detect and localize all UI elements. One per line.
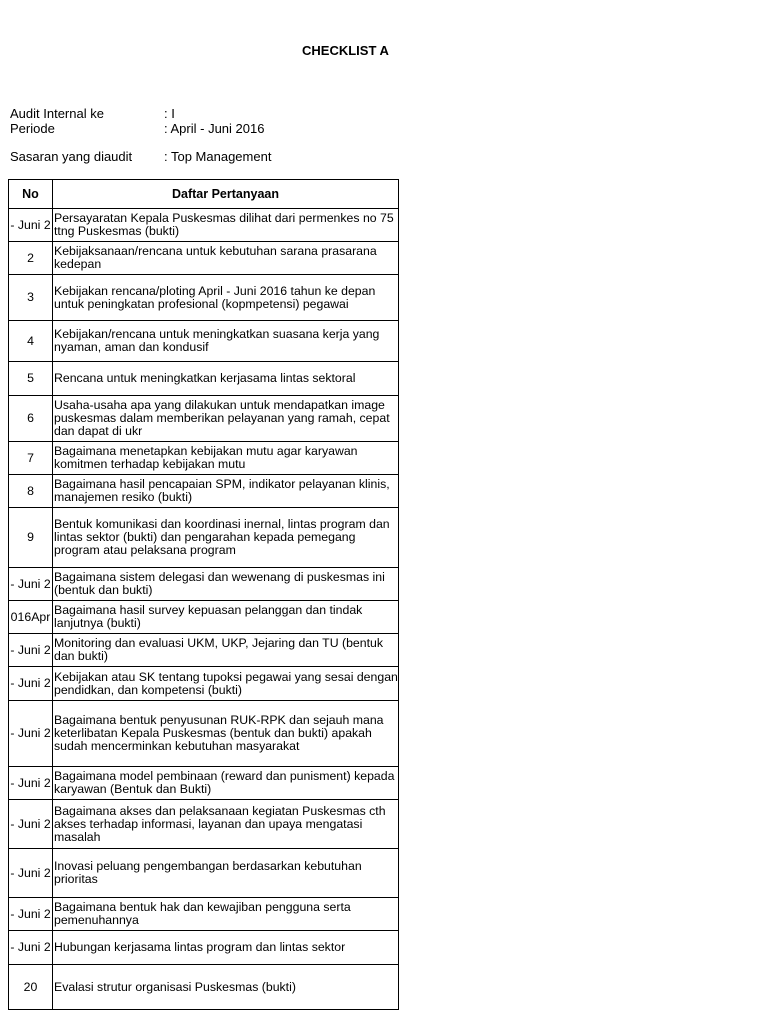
question-cell <box>53 362 399 396</box>
question-cell <box>53 242 399 275</box>
question-text: Rencana untuk meningkatkan kerjasama lintas sektoral <box>54 371 356 385</box>
table-row <box>9 931 399 965</box>
row-number <box>9 931 53 965</box>
question-text: Bagaimana sistem delegasi dan wewenang di puskesmas ini (bentuk dan bukti) <box>54 570 385 597</box>
row-number <box>9 209 53 242</box>
question-text: Hubungan kerjasama lintas program dan lintas sektor <box>54 940 346 954</box>
question-cell <box>53 442 399 475</box>
row-number-text: 8 <box>27 483 34 498</box>
row-number-text: - Juni 2 <box>10 642 51 657</box>
question-cell <box>53 275 399 321</box>
row-number <box>9 275 53 321</box>
table-row <box>9 849 399 898</box>
question-text: Kebijaksanaan/rencana untuk kebutuhan sarana prasarana kedepan <box>54 244 377 271</box>
question-cell <box>53 634 399 667</box>
row-number-text: - Juni 2 <box>10 676 51 690</box>
meta-value: : April - Juni 2016 <box>164 121 265 136</box>
question-text: Kebijakan rencana/ploting April - Juni 2016 tahun ke depan untuk peningkatan profesional (kopmpetensi) pegawai <box>54 283 376 311</box>
table-row <box>9 508 399 568</box>
question-text: Bagaimana menetapkan kebijakan mutu agar karyawan komitmen terhadap kebijakan mutu <box>54 444 358 471</box>
question-cell <box>53 475 399 508</box>
row-number-text: - Juni 2 <box>10 726 51 740</box>
row-number <box>9 321 53 362</box>
table-row <box>9 601 399 634</box>
row-number-text: 5 <box>27 371 34 385</box>
row-number-text: - Juni 2 <box>10 217 51 232</box>
table-row <box>9 667 399 701</box>
table-row <box>9 242 399 275</box>
question-cell <box>53 508 399 568</box>
table-row <box>9 362 399 396</box>
question-text: Bagaimana model pembinaan (reward dan punisment) kepada karyawan (Bentuk dan Bukti) <box>54 769 395 796</box>
meta-label: Audit Internal ke <box>10 106 104 121</box>
question-cell <box>53 209 399 242</box>
row-number-text: - Juni 2 <box>10 906 51 921</box>
question-text: Persayaratan Kepala Puskesmas dilihat dari permenkes no 75 ttng Puskesmas (bukti) <box>54 211 394 238</box>
row-number <box>9 667 53 701</box>
question-text: Bagaimana hasil pencapaian SPM, indikator pelayanan klinis, manajemen resiko (bukti) <box>54 477 390 504</box>
question-cell <box>53 601 399 634</box>
question-text: Evalasi strutur organisasi Puskesmas (bukti) <box>54 979 296 994</box>
question-text: Usaha-usaha apa yang dilakukan untuk mendapatkan image puskesmas dalam memberikan pelayanan yang ramah, cepat dan dapat di ukr <box>54 398 390 438</box>
row-number <box>9 508 53 568</box>
row-number-text: 4 <box>27 333 34 348</box>
question-cell <box>53 321 399 362</box>
row-number <box>9 634 53 667</box>
row-number <box>9 800 53 849</box>
question-cell <box>53 568 399 601</box>
row-number-text: 20 <box>23 979 38 994</box>
table-row <box>9 396 399 442</box>
column-header-no: No <box>9 180 53 209</box>
table-row <box>9 475 399 508</box>
row-number-text: 016Apr <box>10 609 51 624</box>
question-text: Kebijakan/rencana untuk meningkatkan suasana kerja yang nyaman, aman dan kondusif <box>54 327 380 354</box>
question-cell <box>53 667 399 701</box>
row-number <box>9 701 53 767</box>
row-number <box>9 396 53 442</box>
question-cell <box>53 767 399 800</box>
meta-label: Periode <box>10 121 55 136</box>
table-row <box>9 800 399 849</box>
row-number <box>9 362 53 396</box>
table-header-row <box>9 180 399 209</box>
question-text: Bagaimana bentuk penyusunan RUK-RPK dan sejauh mana keterlibatan Kepala Puskesmas (bentuk dan bukti) apakah sudah mencerminkan kebutuhan masyarakat <box>54 713 384 753</box>
table-row <box>9 767 399 800</box>
question-text: Inovasi peluang pengembangan berdasarkan kebutuhan prioritas <box>54 859 362 886</box>
row-number-text: 9 <box>27 530 34 544</box>
meta-value: : I <box>164 106 175 121</box>
row-number-text: 2 <box>27 250 34 265</box>
checklist-table <box>8 179 399 1010</box>
question-cell <box>53 701 399 767</box>
table-row <box>9 275 399 321</box>
question-cell <box>53 396 399 442</box>
question-text: Bentuk komunikasi dan koordinasi inernal, lintas program dan lintas sektor (bukti) dan pengarahan kepada pemegang program atau pelaksana program <box>54 517 390 557</box>
question-text: Monitoring dan evaluasi UKM, UKP, Jejaring dan TU (bentuk dan bukti) <box>54 636 384 663</box>
table-row <box>9 568 399 601</box>
row-number-text: - Juni 2 <box>10 940 51 954</box>
table-row <box>9 701 399 767</box>
question-text: Bagaimana bentuk hak dan kewajiban pengguna serta pemenuhannya <box>54 900 351 927</box>
row-number-text: - Juni 2 <box>10 816 51 831</box>
table-row <box>9 209 399 242</box>
question-cell <box>53 931 399 965</box>
column-header-question: Daftar Pertanyaan <box>53 180 399 209</box>
row-number <box>9 568 53 601</box>
row-number <box>9 849 53 898</box>
row-number-text: 6 <box>27 411 34 425</box>
document-title: CHECKLIST A <box>302 43 389 58</box>
question-cell <box>53 800 399 849</box>
table-row <box>9 965 399 1010</box>
question-text: Kebijakan atau SK tentang tupoksi pegawai yang sesai dengan pendidkan, dan kompetensi (bukti) <box>54 669 398 697</box>
row-number-text: - Juni 2 <box>10 576 51 591</box>
row-number <box>9 767 53 800</box>
row-number <box>9 965 53 1010</box>
row-number <box>9 475 53 508</box>
row-number-text: - Juni 2 <box>10 775 51 790</box>
row-number-text: 3 <box>27 290 34 304</box>
row-number <box>9 601 53 634</box>
question-cell <box>53 849 399 898</box>
row-number <box>9 242 53 275</box>
table-row <box>9 321 399 362</box>
table-row <box>9 634 399 667</box>
question-text: Bagaimana akses dan pelaksanaan kegiatan Puskesmas cth akses terhadap informasi, layanan dan upaya mengatasi masalah <box>54 803 386 844</box>
question-text: Bagaimana hasil survey kepuasan pelanggan dan tindak lanjutnya (bukti) <box>54 603 363 630</box>
table-row <box>9 442 399 475</box>
row-number <box>9 442 53 475</box>
row-number <box>9 898 53 931</box>
table-row <box>9 898 399 931</box>
question-cell <box>53 965 399 1010</box>
question-cell <box>53 898 399 931</box>
meta-value: : Top Management <box>164 149 272 164</box>
row-number-text: - Juni 2 <box>10 865 51 880</box>
meta-label: Sasaran yang diaudit <box>10 149 133 164</box>
row-number-text: 7 <box>27 450 34 465</box>
